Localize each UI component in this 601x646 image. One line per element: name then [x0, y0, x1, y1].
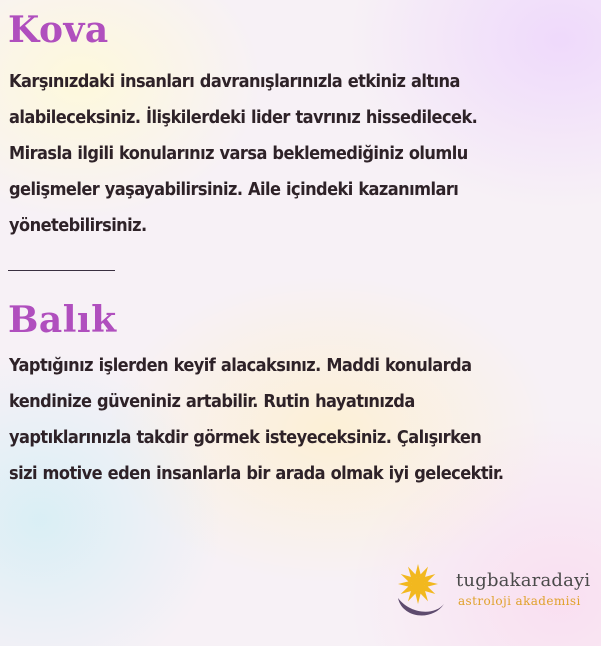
text-line: kendinize güveniniz artabilir. Rutin hayatınızda — [9, 391, 415, 412]
text-line: Karşınızdaki insanları davranışlarınızla etkiniz altına — [9, 71, 460, 92]
heading-kova: Kova — [8, 9, 109, 51]
logo-subtitle: astroloji akademisi — [458, 594, 581, 608]
brand-logo — [392, 560, 592, 626]
logo-name: tugbakaradayi — [456, 570, 591, 591]
text-line: Yaptığınız işlerden keyif alacaksınız. Maddi konularda — [9, 355, 472, 376]
text-line: gelişmeler yaşayabilirsiniz. Aile içindeki kazanımları — [9, 179, 459, 200]
text-line: alabileceksiniz. İlişkilerdeki lider tavrınız hissedilecek. — [9, 107, 478, 128]
text-line: yaptıklarınızla takdir görmek isteyeceksiniz. Çalışırken — [9, 427, 482, 448]
section-divider — [8, 270, 115, 271]
heading-balik: Balık — [8, 299, 117, 341]
text-line: yönetebilirsiniz. — [9, 215, 147, 236]
paragraph-kova — [9, 64, 594, 244]
paragraph-balik — [9, 348, 594, 492]
text-line: Mirasla ilgili konularınız varsa beklemediğiniz olumlu — [9, 143, 468, 164]
sun-moon-icon — [392, 560, 452, 626]
text-line: sizi motive eden insanlarla bir arada olmak iyi gelecektir. — [9, 463, 504, 484]
